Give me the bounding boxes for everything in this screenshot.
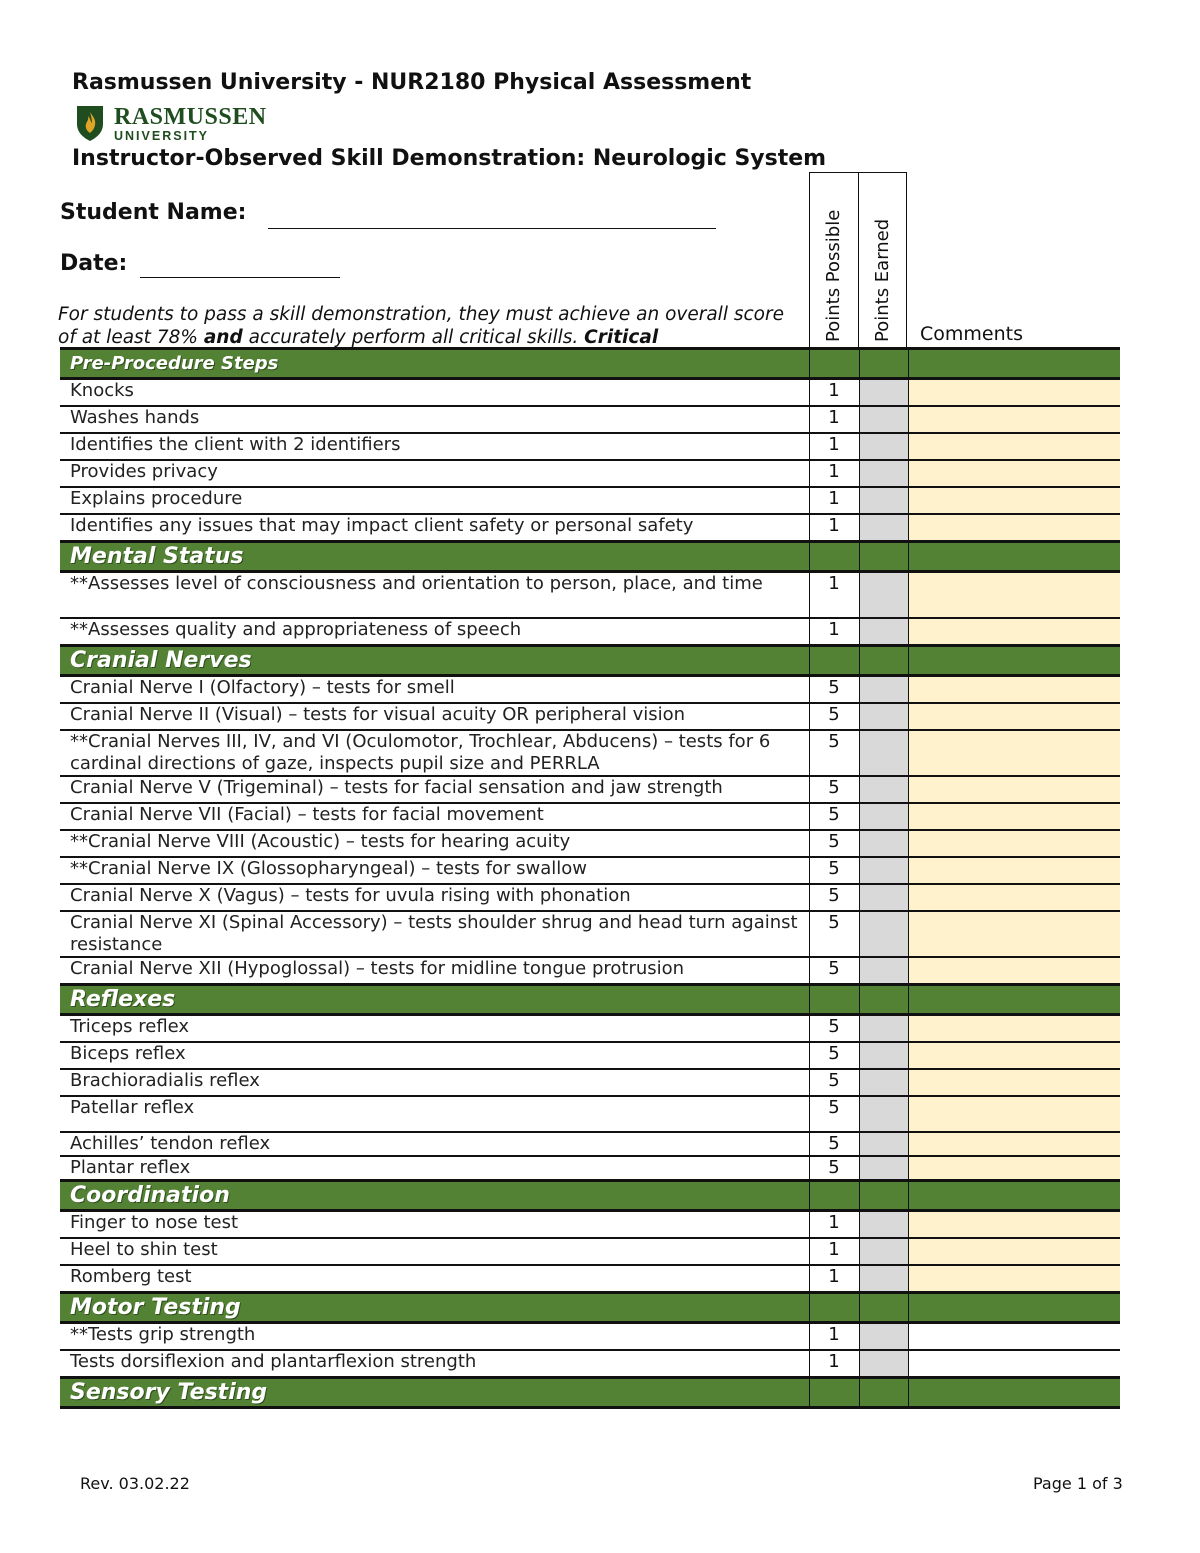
- section-header: [60, 985, 1120, 1015]
- section-header: [60, 1181, 1120, 1211]
- checklist-row: [60, 1069, 1120, 1096]
- checklist-row: [60, 857, 1120, 884]
- comments-cell[interactable]: [908, 618, 1120, 646]
- skill-description: Romberg test: [60, 1265, 809, 1293]
- skill-description: Tests dorsiflexion and plantarflexion strength: [60, 1350, 809, 1378]
- section-header-cell: [809, 985, 859, 1015]
- checklist-row: [60, 406, 1120, 433]
- skill-description: Achilles’ tendon reflex: [60, 1132, 809, 1156]
- comments-cell[interactable]: [908, 487, 1120, 514]
- points-earned-header: Points Earned: [872, 218, 893, 342]
- comments-cell[interactable]: [908, 803, 1120, 830]
- student-name-label: Student Name:: [60, 200, 247, 225]
- skill-description: Identifies any issues that may impact client safety or personal safety: [60, 514, 809, 542]
- document-title: Rasmussen University - NUR2180 Physical Assessment: [72, 70, 752, 95]
- comments-cell[interactable]: [908, 379, 1120, 407]
- points-possible-value: 1: [809, 618, 859, 646]
- points-possible-value: 5: [809, 803, 859, 830]
- section-title: Pre-Procedure Steps: [60, 349, 809, 379]
- points-possible-value: 5: [809, 857, 859, 884]
- section-header: [60, 1293, 1120, 1323]
- instructions-part2: accurately perform all critical skills.: [242, 327, 585, 347]
- points-possible-value: 5: [809, 676, 859, 704]
- points-earned-cell[interactable]: [859, 803, 908, 830]
- skill-description: Cranial Nerve V (Trigeminal) – tests for facial sensation and jaw strength: [60, 776, 809, 803]
- points-earned-cell[interactable]: [859, 1069, 908, 1096]
- checklist-row: [60, 1265, 1120, 1293]
- points-possible-value: 1: [809, 1211, 859, 1239]
- checklist-row: [60, 1238, 1120, 1265]
- comments-cell[interactable]: [908, 1323, 1120, 1351]
- points-possible-value: 5: [809, 1156, 859, 1181]
- section-header-cell: [908, 646, 1120, 676]
- points-earned-cell[interactable]: [859, 460, 908, 487]
- instructions-critical: Critical: [584, 327, 659, 347]
- points-possible-value: 5: [809, 703, 859, 730]
- points-earned-cell[interactable]: [859, 1042, 908, 1069]
- section-header-cell: [859, 646, 908, 676]
- skill-description: **Cranial Nerve VIII (Acoustic) – tests for hearing acuity: [60, 830, 809, 857]
- logo-subtitle: UNIVERSITY: [114, 129, 210, 143]
- points-possible-value: 5: [809, 957, 859, 985]
- comments-cell[interactable]: [908, 857, 1120, 884]
- comments-cell[interactable]: [908, 514, 1120, 542]
- points-earned-cell[interactable]: [859, 618, 908, 646]
- checklist-row: [60, 433, 1120, 460]
- section-header-cell: [809, 1378, 859, 1408]
- checklist-row: [60, 1350, 1120, 1378]
- points-possible-value: 1: [809, 406, 859, 433]
- points-possible-value: 1: [809, 1238, 859, 1265]
- comments-cell[interactable]: [908, 572, 1120, 619]
- comments-header: Comments: [920, 323, 1023, 345]
- checklist-row: [60, 487, 1120, 514]
- student-name-field[interactable]: [268, 228, 716, 229]
- checklist-row: [60, 572, 1120, 619]
- checklist-row: [60, 379, 1120, 407]
- section-header-cell: [859, 542, 908, 572]
- section-header-cell: [809, 646, 859, 676]
- checklist-row: [60, 1323, 1120, 1351]
- checklist-row: [60, 703, 1120, 730]
- skill-description: **Assesses quality and appropriateness of speech: [60, 618, 809, 646]
- shield-flame-icon: [74, 104, 106, 142]
- checklist-row: [60, 730, 1120, 776]
- points-earned-cell[interactable]: [859, 857, 908, 884]
- section-header: [60, 349, 1120, 379]
- points-possible-value: 5: [809, 911, 859, 957]
- points-possible-value: 1: [809, 572, 859, 619]
- comments-cell[interactable]: [908, 1132, 1120, 1156]
- checklist-row: [60, 460, 1120, 487]
- checklist-row: [60, 830, 1120, 857]
- points-possible-value: 1: [809, 1265, 859, 1293]
- skill-description: Provides privacy: [60, 460, 809, 487]
- date-field[interactable]: [140, 277, 340, 278]
- skill-description: Cranial Nerve X (Vagus) – tests for uvula rising with phonation: [60, 884, 809, 911]
- points-earned-cell[interactable]: [859, 433, 908, 460]
- checklist-row: [60, 514, 1120, 542]
- comments-cell[interactable]: [908, 460, 1120, 487]
- skill-description: Cranial Nerve II (Visual) – tests for visual acuity OR peripheral vision: [60, 703, 809, 730]
- comments-cell[interactable]: [908, 911, 1120, 957]
- skill-description: Finger to nose test: [60, 1211, 809, 1239]
- checklist-row: [60, 676, 1120, 704]
- checklist-row: [60, 1042, 1120, 1069]
- comments-cell[interactable]: [908, 884, 1120, 911]
- points-earned-cell[interactable]: [859, 1015, 908, 1043]
- points-earned-cell[interactable]: [859, 776, 908, 803]
- comments-cell[interactable]: [908, 1042, 1120, 1069]
- section-header: [60, 1378, 1120, 1408]
- section-header-cell: [859, 349, 908, 379]
- checklist-row: [60, 911, 1120, 957]
- points-possible-value: 5: [809, 776, 859, 803]
- section-header-cell: [908, 542, 1120, 572]
- points-earned-cell[interactable]: [859, 406, 908, 433]
- skill-description: Cranial Nerve XI (Spinal Accessory) – tests shoulder shrug and head turn against resistance: [60, 911, 809, 957]
- points-possible-value: 1: [809, 487, 859, 514]
- comments-cell[interactable]: [908, 1015, 1120, 1043]
- section-header-cell: [908, 1378, 1120, 1408]
- points-earned-cell[interactable]: [859, 1211, 908, 1239]
- points-possible-value: 1: [809, 379, 859, 407]
- points-earned-cell[interactable]: [859, 730, 908, 776]
- skill-description: Knocks: [60, 379, 809, 407]
- comments-cell[interactable]: [908, 957, 1120, 985]
- points-possible-value: 5: [809, 884, 859, 911]
- skill-description: Cranial Nerve I (Olfactory) – tests for smell: [60, 676, 809, 704]
- checklist-row: [60, 1096, 1120, 1132]
- checklist-row: [60, 884, 1120, 911]
- points-possible-value: 5: [809, 730, 859, 776]
- points-earned-cell[interactable]: [859, 1132, 908, 1156]
- skill-description: Explains procedure: [60, 487, 809, 514]
- checklist-row: [60, 957, 1120, 985]
- section-header: [60, 646, 1120, 676]
- points-earned-cell[interactable]: [859, 1350, 908, 1378]
- section-header-cell: [859, 985, 908, 1015]
- page-number-footer: Page 1 of 3: [1033, 1474, 1123, 1493]
- checklist-row: [60, 803, 1120, 830]
- comments-cell[interactable]: [908, 1350, 1120, 1378]
- comments-cell[interactable]: [908, 730, 1120, 776]
- checklist-row: [60, 618, 1120, 646]
- points-possible-value: 1: [809, 460, 859, 487]
- instructions-part1: For students to pass a skill demonstration, they must achieve an overall score of at least 78%: [58, 304, 784, 347]
- points-possible-header: Points Possible: [823, 209, 844, 342]
- document-subtitle: Instructor-Observed Skill Demonstration: Neurologic System: [72, 146, 827, 171]
- comments-cell[interactable]: [908, 676, 1120, 704]
- checklist-row: [60, 1015, 1120, 1043]
- comments-cell[interactable]: [908, 406, 1120, 433]
- section-header-cell: [908, 1181, 1120, 1211]
- revision-footer: Rev. 03.02.22: [80, 1474, 190, 1493]
- skill-description: Identifies the client with 2 identifiers: [60, 433, 809, 460]
- points-earned-cell[interactable]: [859, 676, 908, 704]
- skill-description: **Cranial Nerves III, IV, and VI (Oculomotor, Trochlear, Abducens) – tests for 6 cardinal directions of gaze, inspects pupil size and PERRLA: [60, 730, 809, 776]
- instructions-and: and: [203, 327, 243, 347]
- points-earned-cell[interactable]: [859, 884, 908, 911]
- section-header-cell: [908, 985, 1120, 1015]
- skills-checklist-table: [60, 347, 1120, 1409]
- logo-wordmark: RASMUSSEN: [114, 104, 267, 130]
- comments-cell[interactable]: [908, 1096, 1120, 1132]
- points-earned-cell[interactable]: [859, 1323, 908, 1351]
- points-earned-cell[interactable]: [859, 572, 908, 619]
- section-header: [60, 542, 1120, 572]
- points-earned-cell[interactable]: [859, 911, 908, 957]
- section-title: Motor Testing: [60, 1293, 809, 1323]
- section-title: Reflexes: [60, 985, 809, 1015]
- checklist-row: [60, 1132, 1120, 1156]
- points-possible-value: 5: [809, 1132, 859, 1156]
- points-earned-cell[interactable]: [859, 1156, 908, 1181]
- checklist-row: [60, 1211, 1120, 1239]
- instructions-text: [58, 303, 803, 347]
- section-title: Coordination: [60, 1181, 809, 1211]
- points-earned-cell[interactable]: [859, 830, 908, 857]
- points-possible-value: 5: [809, 1015, 859, 1043]
- skill-description: **Assesses level of consciousness and orientation to person, place, and time: [60, 572, 809, 619]
- points-earned-cell[interactable]: [859, 957, 908, 985]
- skill-description: **Tests grip strength: [60, 1323, 809, 1351]
- comments-cell[interactable]: [908, 1156, 1120, 1181]
- comments-cell[interactable]: [908, 1265, 1120, 1293]
- section-header-cell: [809, 1181, 859, 1211]
- section-title: Sensory Testing: [60, 1378, 809, 1408]
- university-logo: [74, 104, 267, 144]
- section-header-cell: [908, 1293, 1120, 1323]
- points-earned-cell[interactable]: [859, 1265, 908, 1293]
- comments-cell[interactable]: [908, 1238, 1120, 1265]
- skill-description: Heel to shin test: [60, 1238, 809, 1265]
- section-header-cell: [809, 1293, 859, 1323]
- points-earned-cell[interactable]: [859, 514, 908, 542]
- points-possible-value: 5: [809, 1042, 859, 1069]
- skill-description: Brachioradialis reflex: [60, 1069, 809, 1096]
- points-earned-cell[interactable]: [859, 487, 908, 514]
- section-header-cell: [809, 349, 859, 379]
- points-possible-value: 1: [809, 1323, 859, 1351]
- points-possible-value: 1: [809, 433, 859, 460]
- skill-description: **Cranial Nerve IX (Glossopharyngeal) – tests for swallow: [60, 857, 809, 884]
- comments-cell[interactable]: [908, 433, 1120, 460]
- section-title: Mental Status: [60, 542, 809, 572]
- points-earned-cell[interactable]: [859, 703, 908, 730]
- section-header-cell: [859, 1378, 908, 1408]
- checklist-row: [60, 776, 1120, 803]
- skill-description: Washes hands: [60, 406, 809, 433]
- points-earned-cell[interactable]: [859, 1238, 908, 1265]
- checklist-row: [60, 1156, 1120, 1181]
- section-header-cell: [859, 1293, 908, 1323]
- points-earned-cell[interactable]: [859, 379, 908, 407]
- date-label: Date:: [60, 251, 128, 276]
- skill-description: Cranial Nerve XII (Hypoglossal) – tests for midline tongue protrusion: [60, 957, 809, 985]
- skill-description: Cranial Nerve VII (Facial) – tests for facial movement: [60, 803, 809, 830]
- comments-cell[interactable]: [908, 703, 1120, 730]
- section-header-cell: [908, 349, 1120, 379]
- points-possible-value: 5: [809, 830, 859, 857]
- points-possible-value: 5: [809, 1069, 859, 1096]
- comments-cell[interactable]: [908, 830, 1120, 857]
- skill-description: Biceps reflex: [60, 1042, 809, 1069]
- section-header-cell: [859, 1181, 908, 1211]
- points-possible-value: 5: [809, 1096, 859, 1132]
- comments-cell[interactable]: [908, 1211, 1120, 1239]
- points-possible-value: 1: [809, 1350, 859, 1378]
- comments-cell[interactable]: [908, 776, 1120, 803]
- points-possible-value: 1: [809, 514, 859, 542]
- section-title: Cranial Nerves: [60, 646, 809, 676]
- skill-description: Patellar reflex: [60, 1096, 809, 1132]
- skill-description: Plantar reflex: [60, 1156, 809, 1181]
- comments-cell[interactable]: [908, 1069, 1120, 1096]
- points-earned-cell[interactable]: [859, 1096, 908, 1132]
- section-header-cell: [809, 542, 859, 572]
- skill-description: Triceps reflex: [60, 1015, 809, 1043]
